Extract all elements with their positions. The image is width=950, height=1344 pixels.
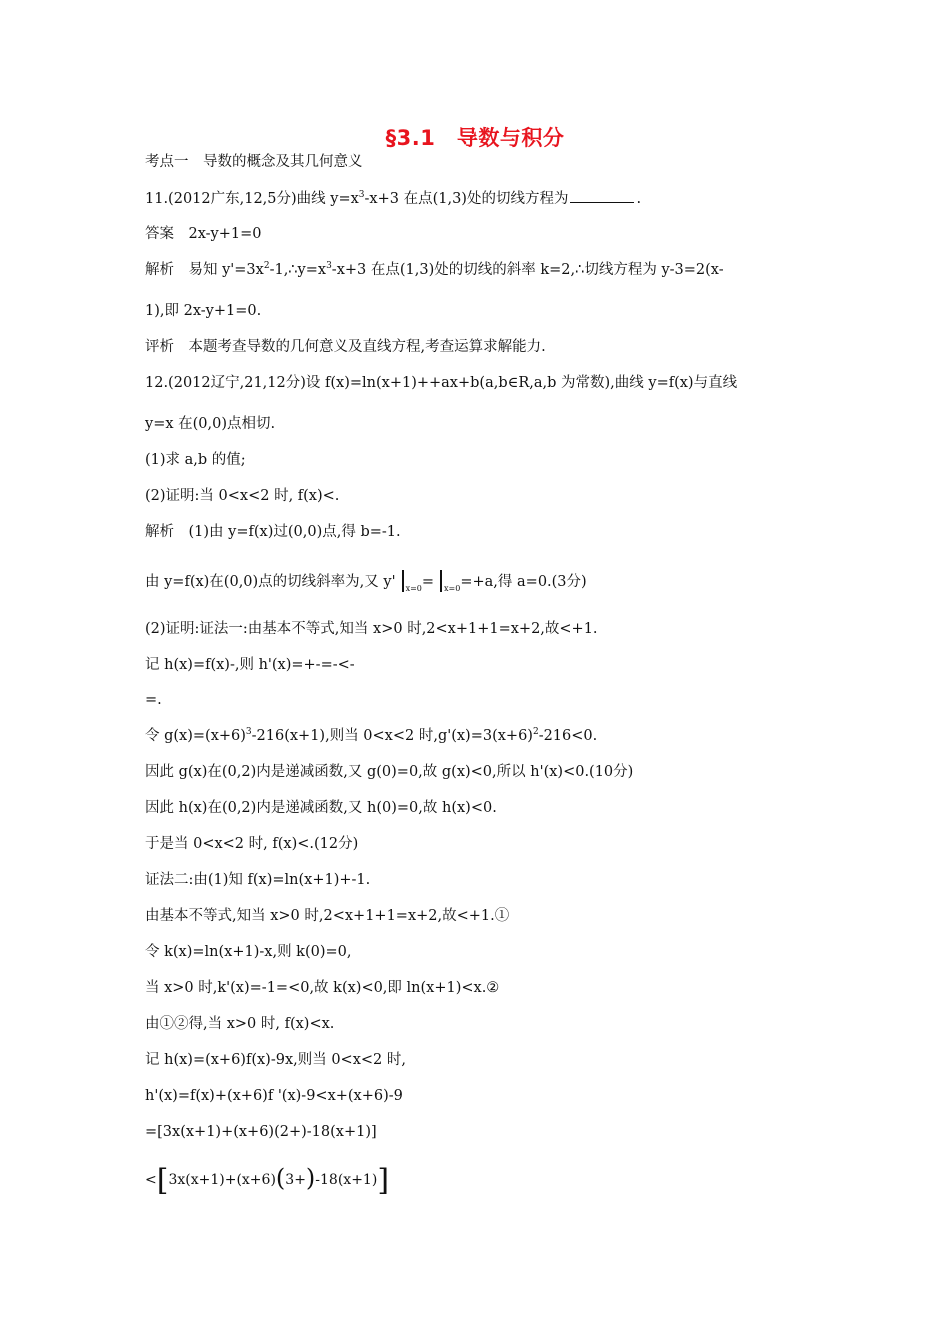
h-definition [145, 655, 355, 675]
solution-1-text: 解析 (1)由 y=f(x)过(0,0)点,得 b=-1. [145, 524, 401, 540]
inequality-2 [145, 978, 499, 998]
proof-method-2 [145, 870, 370, 890]
bound-expr-a: 3x(x+1)+(x+6) [168, 1172, 276, 1188]
proof-method-1 [145, 619, 598, 639]
g-definition [145, 726, 597, 746]
left-bracket: [ [156, 1163, 169, 1198]
bound-lt: < [145, 1172, 157, 1188]
superscript: 3 [326, 261, 332, 271]
superscript: 2 [263, 261, 270, 271]
answer-11-text: 答案 2x-y+1=0 [145, 226, 262, 242]
superscript: 2 [532, 727, 539, 737]
topic-heading [145, 152, 363, 172]
part1-text: (1)求 a,b 的值; [145, 452, 246, 468]
problem-11 [145, 188, 641, 209]
h-definition-2 [145, 1050, 406, 1070]
conclusion-1-text: 于是当 0<x<2 时, f(x)<.(12分) [145, 836, 359, 852]
h-derivative-result-text: =. [145, 692, 162, 708]
h-decreasing [145, 798, 497, 818]
topic-heading-text: 考点一 导数的概念及其几何意义 [145, 154, 363, 170]
answer-blank [570, 188, 634, 203]
problem-12-part2 [145, 486, 339, 506]
slope-text-b: = [421, 574, 435, 590]
inequality-2-text: 当 x>0 时,k'(x)=-1=<0,故 k(x)<0,即 ln(x+1)<x.② [145, 980, 500, 996]
h-derivative-expansion [145, 1122, 377, 1142]
h-derivative-2-text: h'(x)=f(x)+(x+6)f '(x)-9<x+(x+6)-9 [145, 1088, 403, 1104]
analysis-11-c: -x+3 在点(1,3)处的切线的斜率 k=2,∴切线方程为 y-3=2(x- [331, 262, 724, 278]
problem-12 [145, 373, 737, 393]
h-derivative-bound [145, 1163, 390, 1198]
subscript: x=0 [444, 584, 461, 593]
problem-11-text-a: 11.(2012广东,12,5分)曲线 y=x [145, 191, 359, 207]
solution-slope [145, 570, 587, 599]
inequality-1 [145, 906, 509, 926]
g-def-a: 令 g(x)=(x+6) [145, 728, 246, 744]
h-definition-text: 记 h(x)=f(x)-,则 h'(x)=+-=-<- [145, 657, 355, 673]
answer-11 [145, 224, 262, 244]
combined-result-text: 由①②得,当 x>0 时, f(x)<x. [145, 1016, 335, 1032]
problem-11-text-c: . [636, 191, 642, 207]
part2-text: (2)证明:当 0<x<2 时, f(x)<. [145, 488, 340, 504]
left-paren: ( [275, 1164, 286, 1192]
analysis-11 [145, 260, 724, 280]
analysis-11-cont [145, 301, 261, 321]
superscript: 3 [358, 190, 365, 200]
analysis-11-a: 解析 易知 y'=3x [145, 262, 264, 278]
slope-text-c: =+a,得 a=0.(3分) [460, 574, 587, 590]
section-title: §3.1 导数与积分 [385, 126, 565, 150]
evaluation-bar [440, 570, 442, 592]
g-def-c: -216<0. [538, 728, 598, 744]
k-definition-text: 令 k(x)=ln(x+1)-x,则 k(0)=0, [145, 944, 352, 960]
inequality-1-text: 由基本不等式,知当 x>0 时,2<x+1+1=x+2,故<+1.① [145, 908, 510, 924]
evaluation-bar [402, 570, 404, 592]
problem-12-text: 12.(2012辽宁,21,12分)设 f(x)=ln(x+1)++ax+b(a,b∈R,a,b 为常数),曲线 y=f(x)与直线 [145, 375, 738, 391]
h-definition-2-text: 记 h(x)=(x+6)f(x)-9x,则当 0<x<2 时, [145, 1052, 406, 1068]
problem-12-part1 [145, 450, 246, 470]
g-decreasing [145, 762, 633, 782]
g-def-b: -216(x+1),则当 0<x<2 时,g'(x)=3(x+6) [251, 728, 533, 744]
superscript: 3 [245, 727, 252, 737]
comment-11-text: 评析 本题考查导数的几何意义及直线方程,考查运算求解能力. [145, 339, 546, 355]
problem-12-cont-text: y=x 在(0,0)点相切. [145, 416, 276, 432]
h-derivative-2 [145, 1086, 403, 1106]
problem-12-cont [145, 414, 275, 434]
bound-expr-b: 3+ [285, 1172, 306, 1188]
g-decreasing-text: 因此 g(x)在(0,2)内是递减函数,又 g(0)=0,故 g(x)<0,所以 h'(x)<0.(10分) [145, 764, 634, 780]
subscript: x=0 [405, 584, 422, 593]
analysis-11-b: -1,∴y=x [269, 262, 327, 278]
combined-result [145, 1014, 334, 1034]
comment-11 [145, 337, 546, 357]
slope-text-a: 由 y=f(x)在(0,0)点的切线斜率为,又 y' [145, 574, 396, 590]
solution-1 [145, 522, 401, 542]
h-derivative-result [145, 690, 162, 710]
conclusion-1 [145, 834, 358, 854]
analysis-11-cont-text: 1),即 2x-y+1=0. [145, 303, 262, 319]
k-definition [145, 942, 351, 962]
right-bracket: ] [377, 1163, 390, 1198]
proof-method-2-text: 证法二:由(1)知 f(x)=ln(x+1)+-1. [145, 872, 371, 888]
h-derivative-expansion-text: =[3x(x+1)+(x+6)(2+)-18(x+1)] [145, 1124, 377, 1140]
right-paren: ) [305, 1164, 316, 1192]
bound-expr-c: -18(x+1) [315, 1172, 378, 1188]
h-decreasing-text: 因此 h(x)在(0,2)内是递减函数,又 h(0)=0,故 h(x)<0. [145, 800, 497, 816]
problem-11-text-b: -x+3 在点(1,3)处的切线方程为 [364, 191, 569, 207]
proof-method-1-text: (2)证明:证法一:由基本不等式,知当 x>0 时,2<x+1+1=x+2,故<+1. [145, 621, 598, 637]
